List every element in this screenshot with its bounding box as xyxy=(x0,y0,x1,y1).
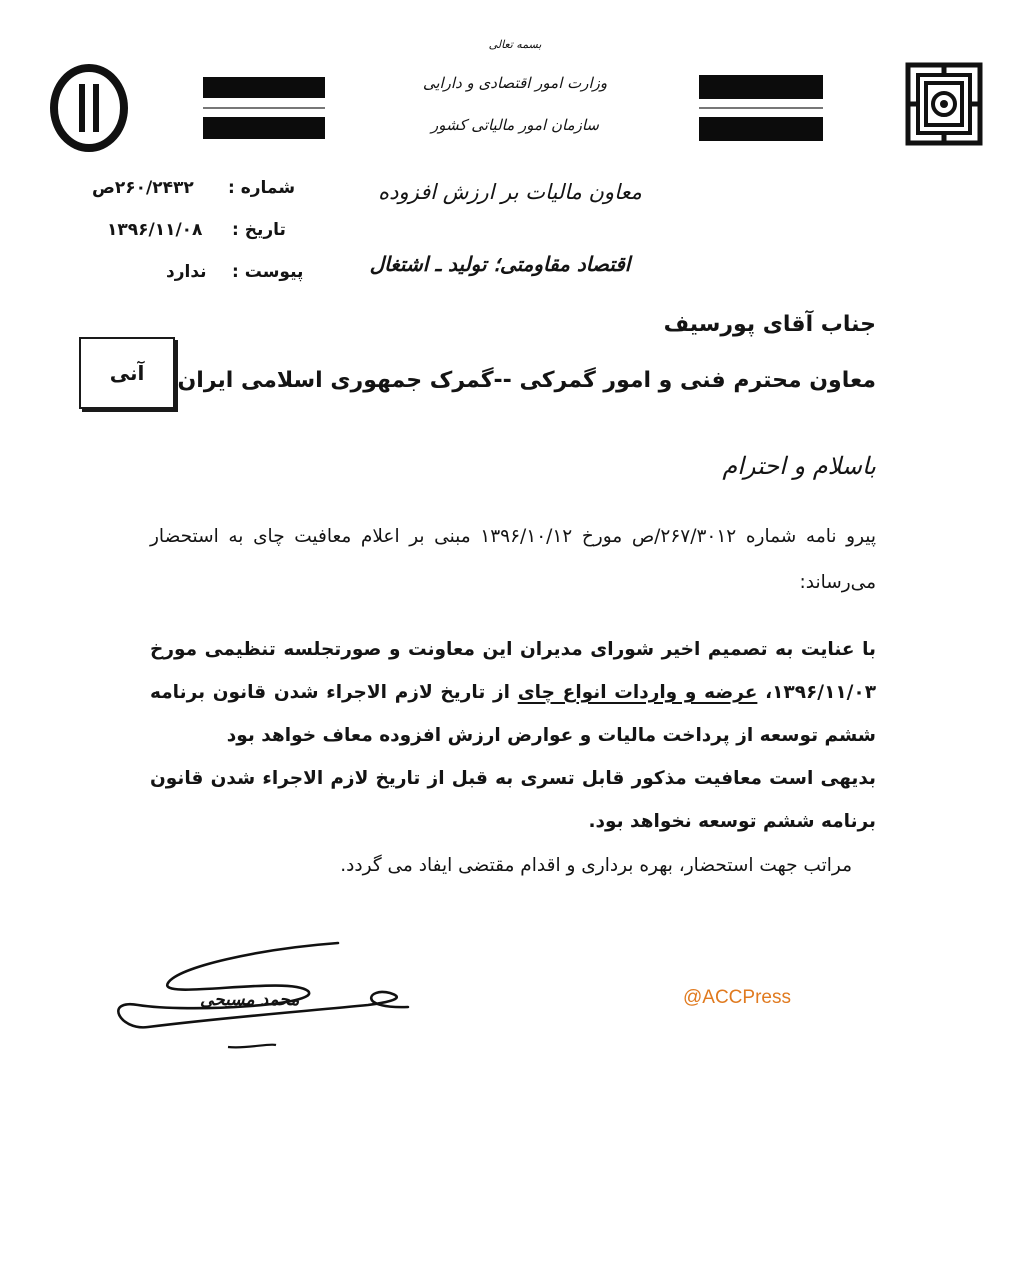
tax-organization-logo-icon xyxy=(904,61,984,147)
date-value: ۱۳۹۶/۱۱/۰۸ xyxy=(107,220,203,240)
customs-emblem-icon xyxy=(50,62,128,154)
redacted-line xyxy=(203,107,325,109)
deputy-name: معاون مالیات بر ارزش افزوده xyxy=(378,180,642,204)
organization-name: سازمان امور مالیاتی کشور xyxy=(431,116,599,134)
slogan: اقتصاد مقاومتی؛ تولید ـ اشتغال xyxy=(369,252,631,276)
decision-text-after: از تاریخ لازم الاجراء شدن قانون برنامه ششم توسعه از پرداخت مالیات و عوارض ارزش افزوده معاف خواهد بود xyxy=(150,682,876,746)
redacted-block xyxy=(203,77,325,98)
recipient-title: معاون محترم فنی و امور گمرکی --گمرک جمهوری اسلامی ایران xyxy=(177,368,876,393)
redacted-block xyxy=(699,117,823,141)
number-value: ۲۶۰/۲۴۳۲ص xyxy=(92,178,194,198)
urgent-label: آنی xyxy=(109,361,145,385)
ministry-mark: بسمه تعالی xyxy=(488,38,542,51)
number-label: شماره : xyxy=(228,178,296,198)
intro-paragraph: پیرو نامه شماره ۲۶۷/۳۰۱۲/ص مورخ ۱۳۹۶/۱۰/۱۲ مبنی بر اعلام معافیت چای به استحضار می‌رساند: xyxy=(150,526,877,593)
greeting: باسلام و احترام xyxy=(722,452,876,480)
redacted-line xyxy=(699,107,823,109)
tea-import-phrase: عرضه و واردات انواع چای xyxy=(517,682,758,703)
attachment-value: ندارد xyxy=(166,262,207,282)
ministry-name: وزارت امور اقتصادی و دارایی xyxy=(422,74,608,92)
redacted-block xyxy=(699,75,823,99)
clarification-paragraph: بدیهی است معافیت مذکور قابل تسری به قبل از تاریخ لازم الاجراء شدن قانون برنامه ششم توسعه نخواهد بود. xyxy=(150,768,876,832)
date-label: تاریخ : xyxy=(232,220,286,240)
recipient-name: جناب آقای پورسیف xyxy=(663,312,876,337)
attachment-label: پیوست : xyxy=(232,262,304,282)
signatory-name: محمد مسیحی xyxy=(200,990,300,1010)
urgent-stamp xyxy=(79,337,175,409)
accpress-watermark: @ACCPress xyxy=(683,987,791,1008)
closing-paragraph: مراتب جهت استحضار، بهره برداری و اقدام مقتضی ایفاد می گردد. xyxy=(340,855,852,876)
decision-paragraph xyxy=(150,628,876,757)
redacted-block xyxy=(203,117,325,139)
decision-text-before: با عنایت به تصمیم اخیر شورای مدیران این معاونت و صورتجلسه تنظیمی مورخ ۱۳۹۶/۱۱/۰۳، xyxy=(150,639,876,703)
